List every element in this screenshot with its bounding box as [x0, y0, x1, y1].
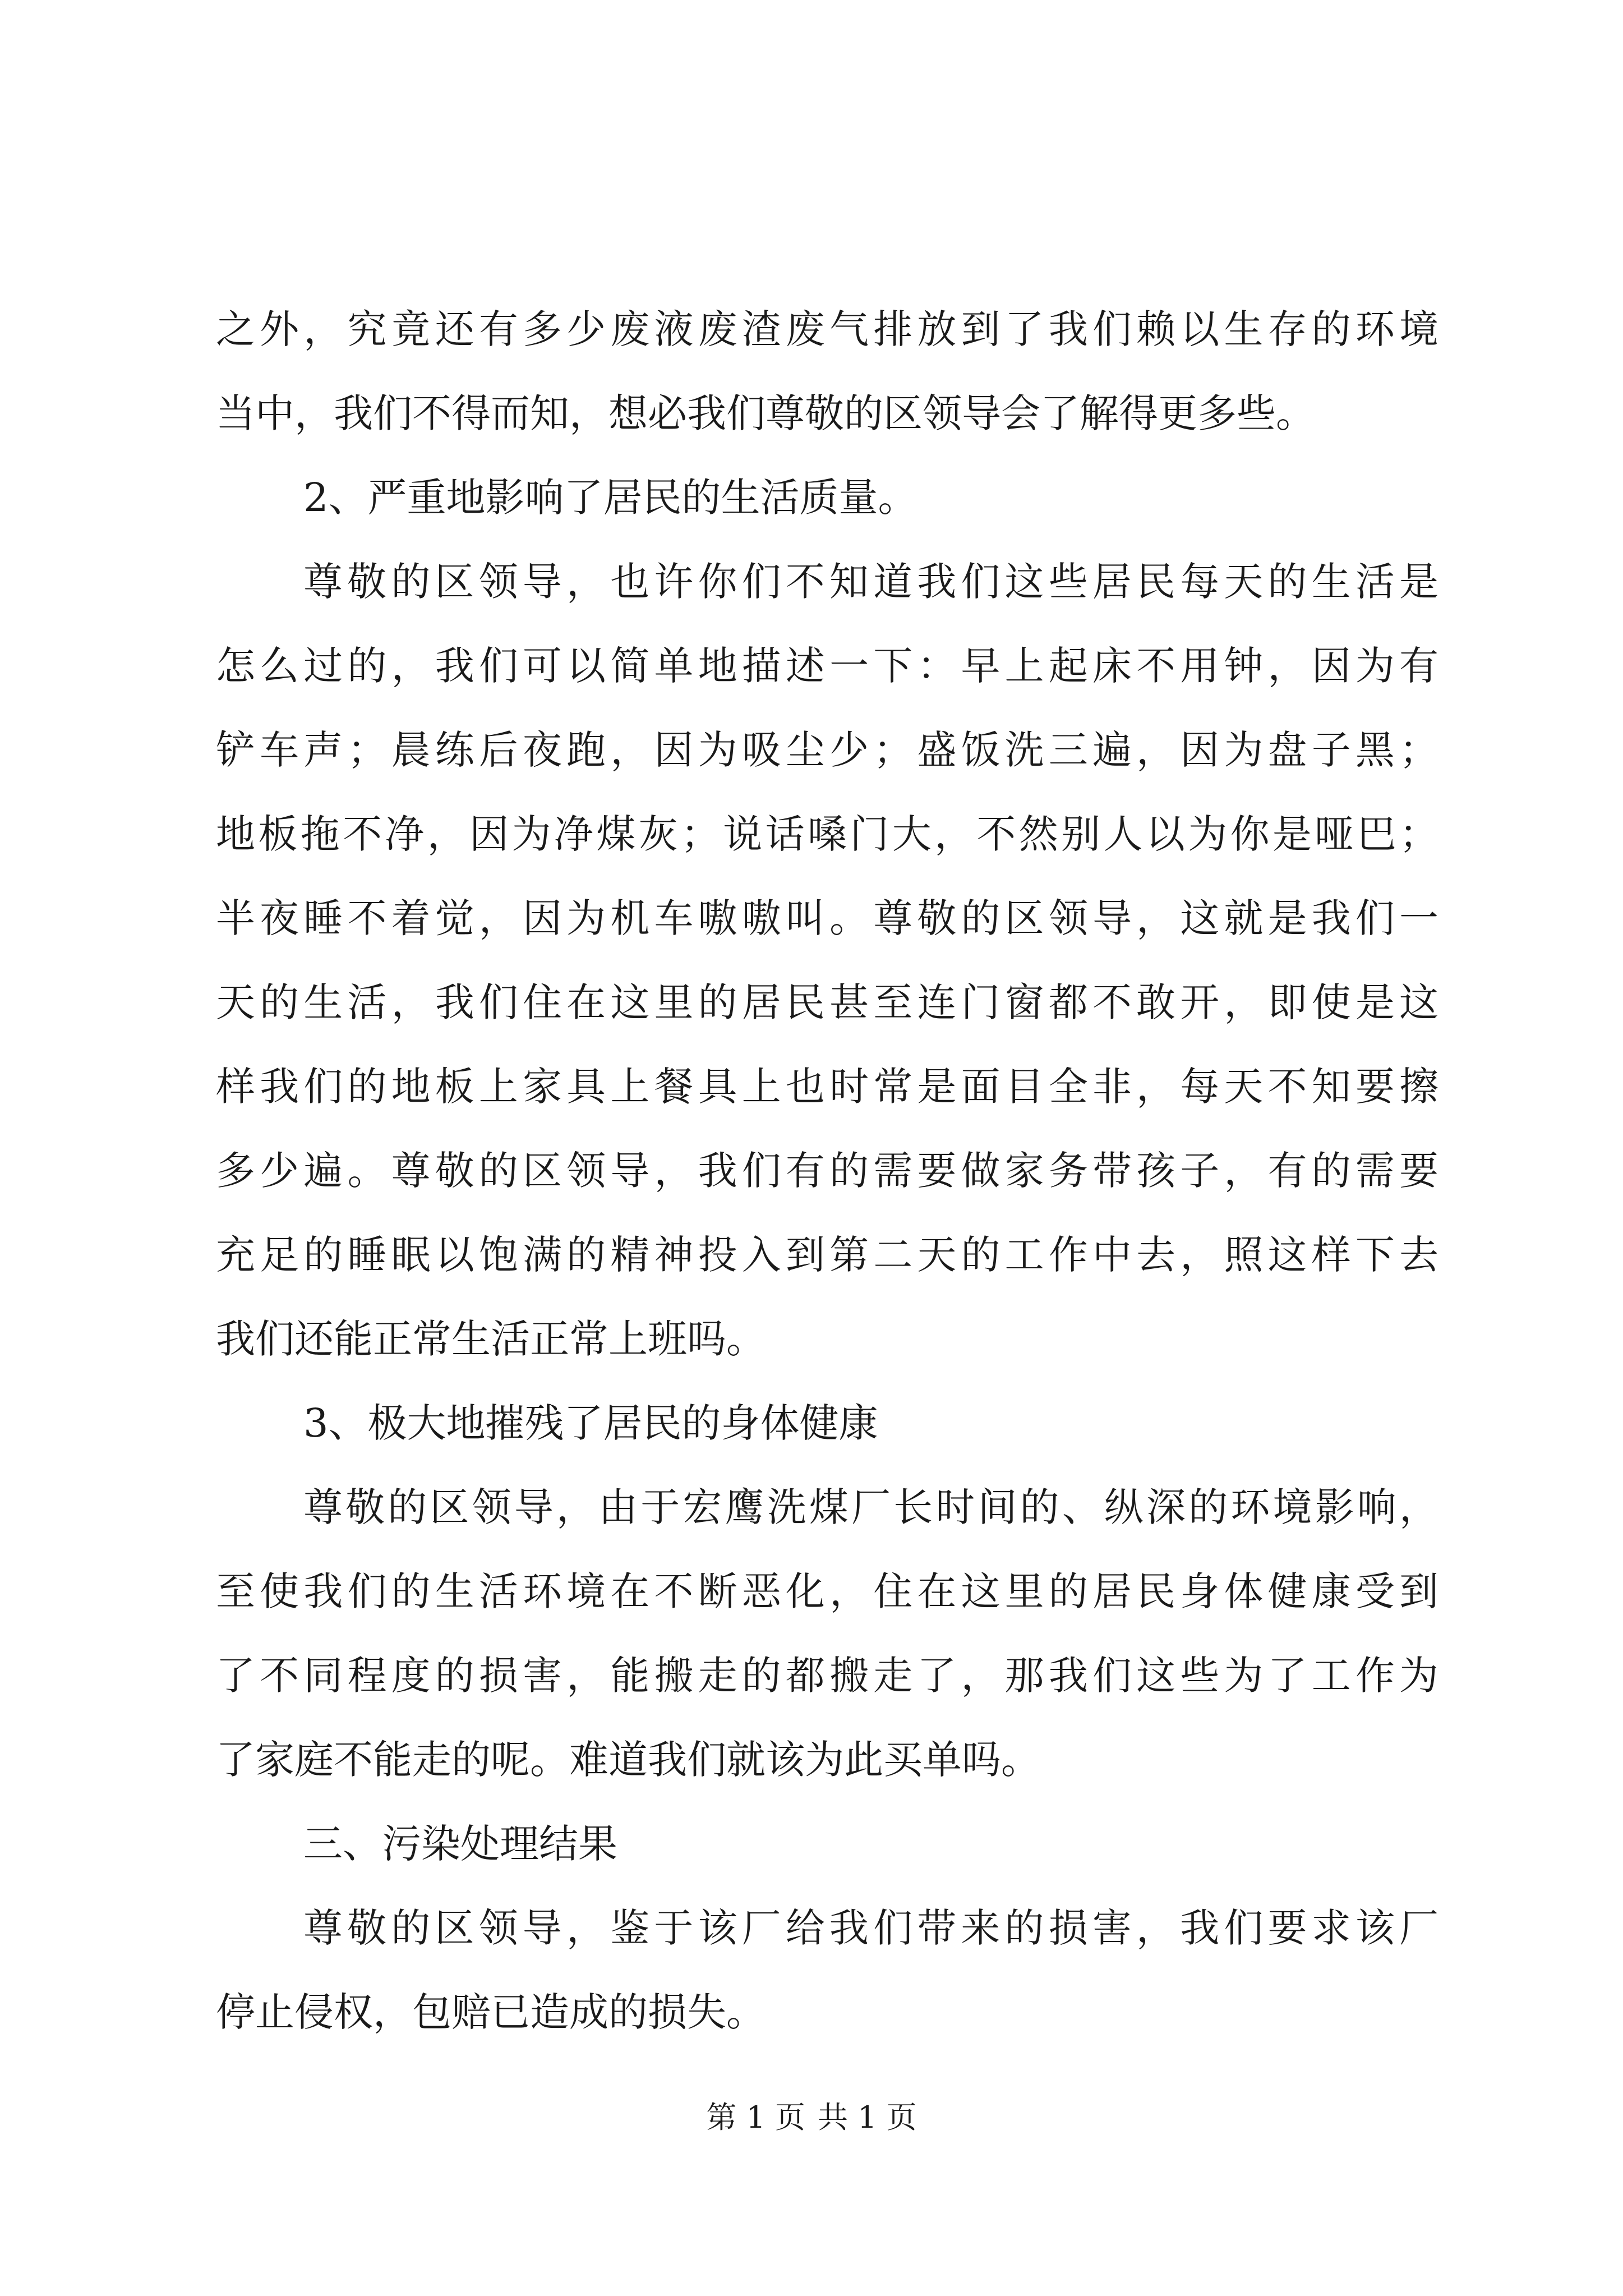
- body-line: 天的生活，我们住在这里的居民甚至连门窗都不敢开，即使是这: [216, 979, 1438, 1025]
- body-line: 了家庭不能走的呢。难道我们就该为此买单吗。: [216, 1737, 1040, 1783]
- body-line: 停止侵权，包赔已造成的损失。: [216, 1989, 766, 2035]
- body-line: 之外，究竟还有多少废液废渣废气排放到了我们赖以生存的环境: [216, 306, 1438, 352]
- body-line: 至使我们的生活环境在不断恶化，住在这里的居民身体健康受到: [216, 1568, 1438, 1614]
- section-heading: 三、污染处理结果: [303, 1821, 617, 1867]
- body-line: 样我们的地板上家具上餐具上也时常是面目全非，每天不知要擦: [216, 1064, 1438, 1110]
- document-body: [216, 287, 1438, 2054]
- page-footer: [0, 2095, 1623, 2140]
- body-line: 尊敬的区领导，鉴于该厂给我们带来的损害，我们要求该厂: [303, 1905, 1438, 1951]
- page-number: 第 1 页: [706, 2100, 805, 2135]
- page-total: 共 1 页: [818, 2100, 917, 2135]
- section-heading: 2、严重地影响了居民的生活质量。: [303, 475, 917, 521]
- body-line: 铲车声；晨练后夜跑，因为吸尘少；盛饭洗三遍，因为盘子黑；: [216, 727, 1438, 773]
- body-line: 尊敬的区领导，也许你们不知道我们这些居民每天的生活是: [303, 559, 1438, 605]
- body-line: 怎么过的，我们可以简单地描述一下：早上起床不用钟，因为有: [216, 643, 1438, 689]
- body-line: 我们还能正常生活正常上班吗。: [216, 1316, 766, 1362]
- body-line: 尊敬的区领导，由于宏鹰洗煤厂长时间的、纵深的环境影响，: [303, 1484, 1438, 1530]
- body-line: 当中，我们不得而知，想必我们尊敬的区领导会了解得更多些。: [216, 390, 1315, 436]
- body-line: 了不同程度的损害，能搬走的都搬走了，那我们这些为了工作为: [216, 1653, 1438, 1699]
- body-line: 地板拖不净，因为净煤灰；说话嗓门大，不然别人以为你是哑巴；: [216, 811, 1438, 857]
- body-line: 充足的睡眠以饱满的精神投入到第二天的工作中去，照这样下去: [216, 1232, 1438, 1278]
- body-line: 多少遍。尊敬的区领导，我们有的需要做家务带孩子，有的需要: [216, 1148, 1438, 1194]
- section-heading: 3、极大地摧残了居民的身体健康: [303, 1400, 878, 1446]
- body-line: 半夜睡不着觉，因为机车嗷嗷叫。尊敬的区领导，这就是我们一: [216, 895, 1438, 941]
